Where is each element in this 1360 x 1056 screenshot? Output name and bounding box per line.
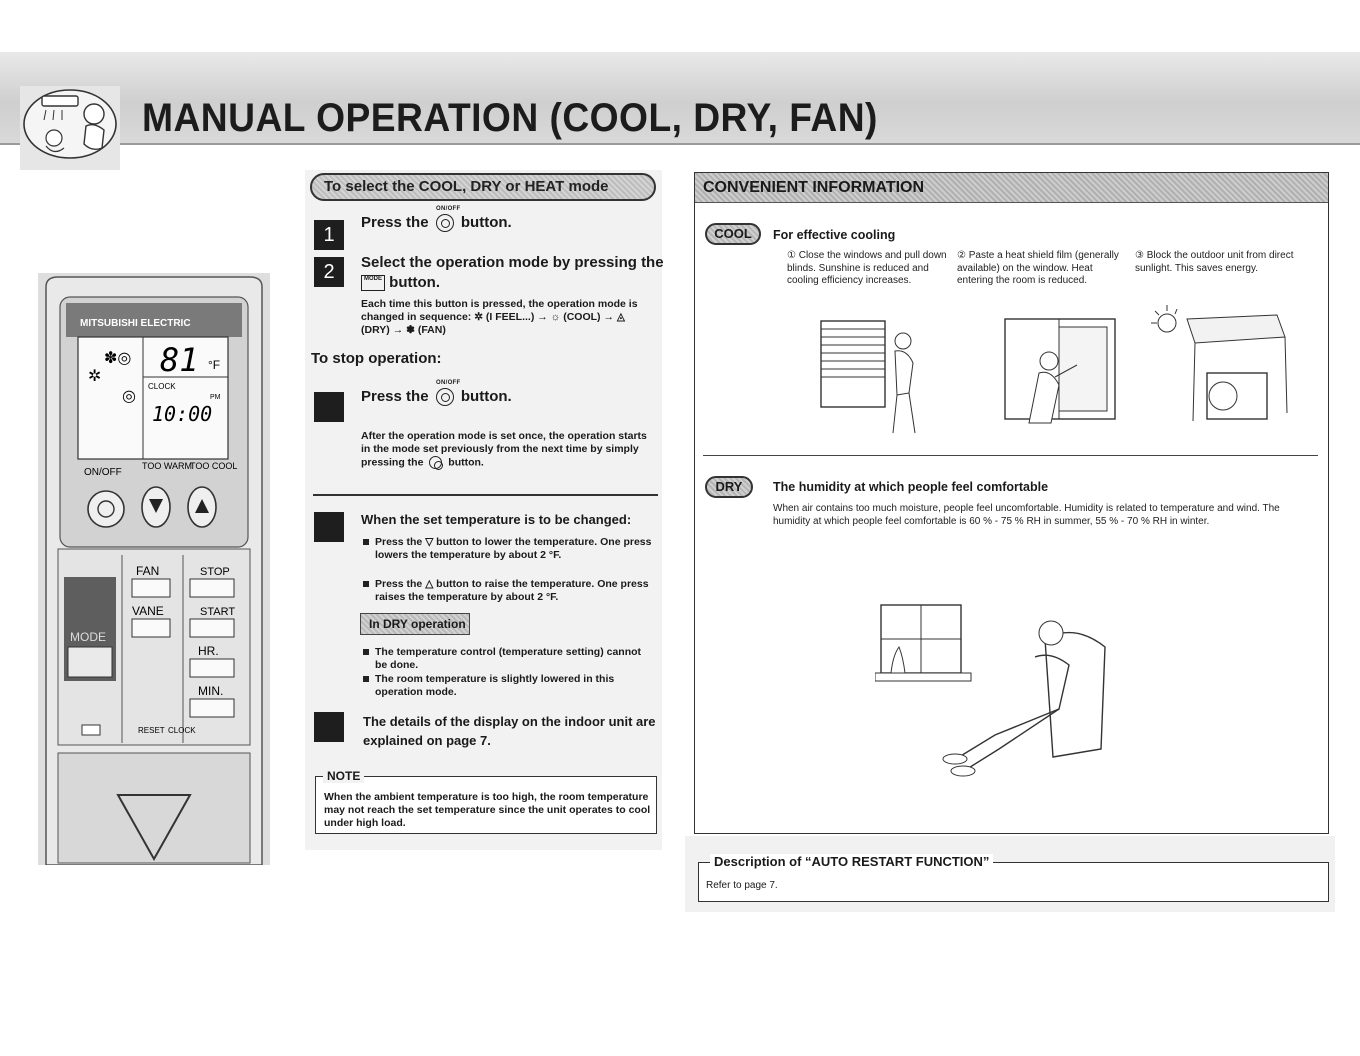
remote-reset-label: RESET	[138, 726, 165, 735]
remote-control-illustration	[38, 273, 270, 865]
remote-hr-button	[190, 659, 234, 677]
remote-display-clock-label: CLOCK	[148, 382, 176, 391]
remote-min-label: MIN.	[198, 684, 224, 698]
onoff-button-icon	[436, 214, 454, 232]
dry-bullet-1: The temperature control (temperature setting) cannot be done.	[375, 646, 655, 672]
info-divider	[703, 455, 1318, 456]
remote-display-pm: PM	[210, 394, 221, 401]
cool-tip-1: ① Close the windows and pull down blinds. Sunshine is reduced and cooling efficiency increases.	[787, 250, 947, 286]
remote-fan-button	[132, 579, 170, 597]
remote-mode-label: MODE	[70, 630, 106, 644]
aircon-person-icon	[20, 86, 120, 170]
remote-vane-label: VANE	[132, 604, 164, 618]
cool-tag: COOL	[705, 223, 761, 245]
temp-bullet-lower: Press the ▽ button to lower the temperature. One press lowers the temperature by about 2 °F.	[375, 536, 655, 562]
outdoor-unit-shade-illustration	[1147, 301, 1297, 431]
onoff-tiny-label: ON/OFF	[436, 206, 461, 212]
svg-text:✽◎: ✽◎	[104, 348, 132, 367]
note-text: When the ambient temperature is too high, the room temperature may not reach the set temperature since the unit operates to cool under high load.	[324, 791, 651, 829]
remote-fan-label: FAN	[136, 564, 160, 578]
remote-start-label: START	[200, 606, 236, 618]
svg-text:◎: ◎	[122, 386, 136, 405]
remote-hr-label: HR.	[198, 644, 219, 658]
remote-display-unit: °F	[208, 358, 221, 372]
remote-start-button	[190, 619, 234, 637]
step-2-marker: 2	[314, 257, 344, 287]
dry-heading: The humidity at which people feel comfortable	[773, 480, 1049, 494]
svg-text:✲: ✲	[88, 366, 102, 385]
section-divider	[313, 494, 658, 496]
cool-heading: For effective cooling	[773, 228, 896, 242]
dry-bullet-2: The room temperature is slightly lowered in this operation mode.	[375, 673, 655, 699]
temp-bullet-raise: Press the △ button to raise the temperature. One press raises the temperature by about 2 °F.	[375, 578, 655, 604]
remote-too-cool-label: TOO COOL	[190, 461, 238, 471]
remote-stop-label: STOP	[200, 566, 230, 578]
step-stop-detail: After the operation mode is set once, the operation starts in the mode set previously from the next time by simply pressing the button.	[361, 430, 647, 469]
remote-display-temp: 81	[160, 341, 199, 379]
stop-heading: To stop operation:	[311, 350, 442, 367]
step-temp-marker	[314, 512, 344, 542]
mode-button-icon: MODE	[361, 275, 385, 291]
dry-operation-tag: In DRY operation	[360, 613, 470, 635]
window-film-illustration	[999, 313, 1129, 443]
step-1-text: Press the button.	[361, 214, 512, 231]
remote-too-warm-label: TOO WARM	[142, 461, 192, 471]
step-2-line2: MODE button.	[361, 274, 440, 291]
page-title: MANUAL OPERATION (COOL, DRY, FAN)	[142, 96, 878, 140]
step-details-marker	[314, 712, 344, 742]
convenient-information-panel	[694, 172, 1329, 834]
onoff-tiny-label-2: ON/OFF	[436, 380, 461, 386]
onoff-button-icon-3	[429, 456, 442, 469]
step-2-detail: Each time this button is pressed, the operation mode is changed in sequence: ✲ (I FEEL...) → ☼ (COOL) → ◬ (DRY) → ✽ (FAN)	[361, 298, 638, 336]
convenient-information-header: CONVENIENT INFORMATION	[695, 173, 1328, 203]
note-box	[315, 776, 657, 834]
onoff-button-icon-2	[436, 388, 454, 406]
blinds-illustration	[811, 313, 943, 443]
dry-tag: DRY	[705, 476, 753, 498]
remote-display-time: 10:00	[152, 402, 213, 426]
step-stop-marker	[314, 392, 344, 422]
note-label: NOTE	[323, 769, 364, 783]
mode-instructions-panel	[305, 170, 662, 850]
remote-stop-button	[190, 579, 234, 597]
details-heading: The details of the display on the indoor unit are explained on page 7.	[363, 714, 656, 748]
section-title-select-mode: To select the COOL, DRY or HEAT mode	[310, 173, 656, 201]
cool-tip-2: ② Paste a heat shield film (generally available) on the window. Heat entering the room is reduced.	[957, 250, 1119, 286]
cool-tip-3: ③ Block the outdoor unit from direct sunlight. This saves energy.	[1135, 250, 1294, 274]
remote-power-button	[88, 491, 124, 527]
temp-heading: When the set temperature is to be changed:	[361, 512, 632, 527]
dry-text: When air contains too much moisture, people feel uncomfortable. Humidity is related to temperature and wind. The humidity at which people feel comfortable is 60 % - 75 % RH in summer, 55 % - 70 % RH in winter.	[773, 503, 1280, 527]
step-stop-text: Press the button.	[361, 388, 512, 405]
relaxing-person-illustration	[875, 599, 1135, 779]
header-rule	[0, 143, 1360, 145]
step-1-marker: 1	[314, 220, 344, 250]
auto-restart-text: Refer to page 7.	[706, 880, 778, 891]
auto-restart-heading: Description of “AUTO RESTART FUNCTION”	[710, 854, 993, 869]
remote-brand: MITSUBISHI ELECTRIC	[80, 318, 191, 329]
remote-onoff-label: ON/OFF	[84, 467, 122, 478]
remote-clock-label: CLOCK	[168, 726, 196, 735]
remote-vane-button	[132, 619, 170, 637]
remote-min-button	[190, 699, 234, 717]
step-2-line1: Select the operation mode by pressing the	[361, 254, 664, 271]
